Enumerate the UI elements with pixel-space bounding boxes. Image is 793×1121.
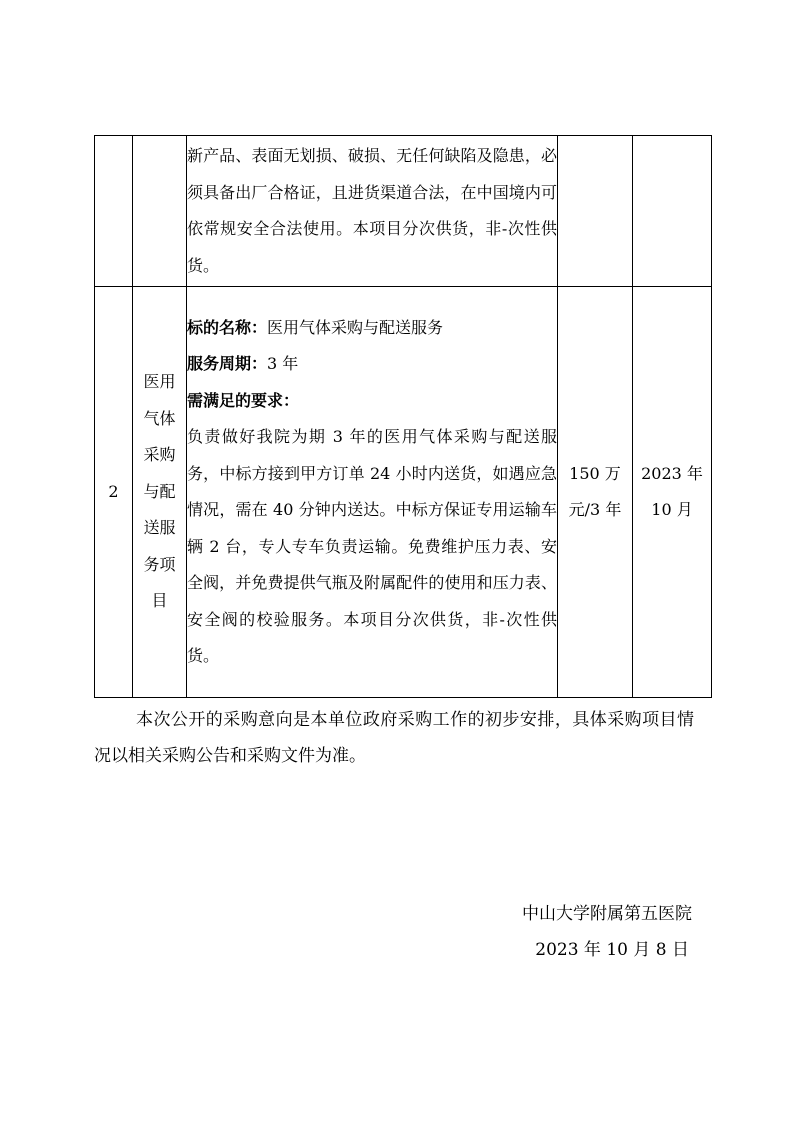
budget-line: 元/3 年 bbox=[568, 500, 622, 519]
row-index: 2 bbox=[108, 481, 119, 501]
project-name-line: 采购 bbox=[143, 445, 176, 465]
closing-paragraph: 本次公开的采购意向是本单位政府采购工作的初步安排，具体采购项目情况以相关采购公告和采购文件为准。 bbox=[94, 710, 694, 766]
project-name-line: 与配 bbox=[143, 481, 176, 501]
budget-cell bbox=[558, 287, 633, 698]
project-name-line: 送服 bbox=[143, 518, 176, 538]
row-index-cell bbox=[95, 287, 133, 698]
project-name-line: 务项 bbox=[143, 554, 176, 574]
project-name-cell bbox=[133, 136, 187, 287]
description-cell bbox=[187, 287, 558, 698]
subject-label: 标的名称： bbox=[187, 317, 268, 337]
period-value: 3 年 bbox=[267, 354, 299, 373]
table-row bbox=[95, 287, 712, 698]
signature-organization: 中山大学附属第五医院 bbox=[522, 904, 692, 924]
subject-line bbox=[187, 310, 557, 347]
subject-value: 医用气体采购与配送服务 bbox=[267, 317, 444, 337]
description-cell bbox=[187, 136, 558, 287]
time-line: 2023 年 bbox=[641, 463, 703, 483]
project-name-line: 医用 bbox=[143, 372, 176, 392]
requirements-heading: 需满足的要求： bbox=[187, 390, 300, 410]
procurement-table bbox=[94, 135, 712, 698]
time-line: 10 月 bbox=[651, 500, 693, 519]
period-line bbox=[187, 346, 557, 383]
time-cell bbox=[633, 287, 712, 698]
description-text: 新产品、表面无划损、破损、无任何缺陷及隐患，必须具备出厂合格证，且进货渠道合法，在中国境内可依常规安全合法使用。本项目分次供货，非-次性供货。 bbox=[187, 146, 557, 275]
period-label: 服务周期： bbox=[187, 354, 268, 373]
row-index-cell bbox=[95, 136, 133, 287]
requirements-text: 负责做好我院为期 3 年的医用气体采购与配送服务，中标方接到甲方订单 24 小时内送货，如遇应急情况，需在 40 分钟内送达。中标方保证专用运输车辆 2 台，专人专车负责运输。免费维护压力表、安全阀，并免费提供气瓶及附属配件的使用和压力表、安全阀的校验服务。本项目分次供货，非-次性供货。 bbox=[187, 427, 557, 665]
budget-cell bbox=[558, 136, 633, 287]
project-name-line: 气体 bbox=[143, 408, 176, 428]
signature-date: 2023 年 10 月 8 日 bbox=[535, 940, 689, 960]
project-name-line: 目 bbox=[151, 591, 168, 611]
time-cell bbox=[633, 136, 712, 287]
budget-line: 150 万 bbox=[569, 463, 621, 483]
table-row bbox=[95, 136, 712, 287]
project-name-cell bbox=[133, 287, 187, 698]
